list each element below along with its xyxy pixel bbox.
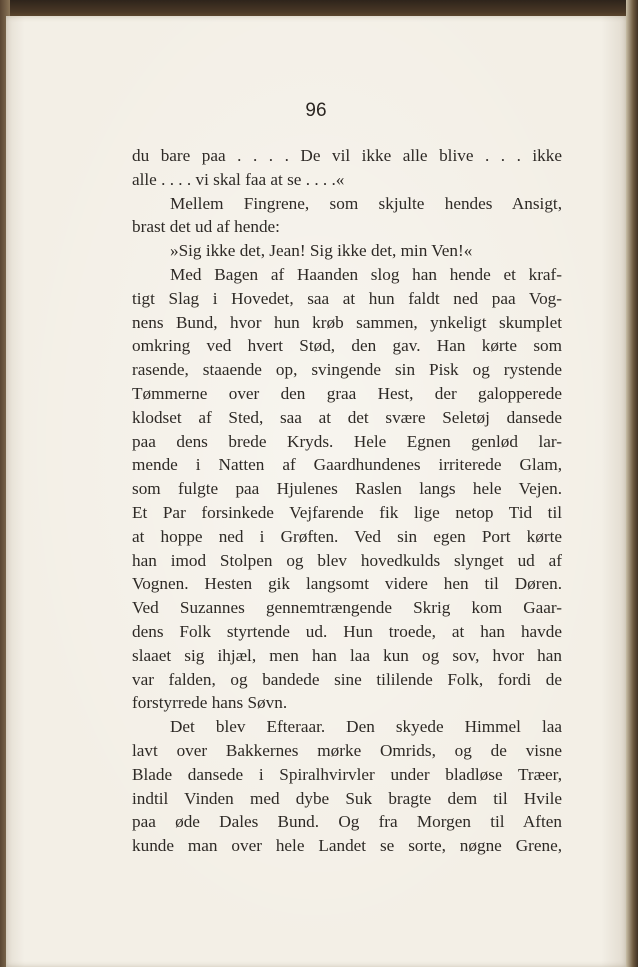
text-line: Mellem Fingrene, som skjulte hendes Ansigt, — [170, 193, 562, 213]
text-line: forstyrrede hans Søvn. — [132, 693, 288, 713]
text-line: han imod Stolpen og blev hovedkulds slynget ud af — [132, 550, 562, 570]
text-line: Blade dansede i Spiralhvirvler under bladløse Træer, — [132, 764, 562, 784]
text-line: paa dens brede Kryds. Hele Egnen genlød lar- — [132, 431, 562, 451]
book-page-edges — [626, 0, 638, 967]
text-line: brast det ud af hende: — [132, 217, 280, 237]
text-line: som fulgte paa Hjulenes Raslen langs hele Vejen. — [132, 479, 562, 499]
text-line: kunde man over hele Landet se sorte, nøgne Grene, — [132, 836, 562, 856]
text-line: Tømmerne over den graa Hest, der galopperede — [132, 383, 562, 403]
text-line: dens Folk styrtende ud. Hun troede, at han havde — [132, 621, 562, 641]
text-line: mende i Natten af Gaardhundenes irriterede Glam, — [132, 455, 562, 475]
text-line: slaaet sig ihjæl, men han laa kun og sov, hvor han — [132, 645, 562, 665]
text-line: Et Par forsinkede Vejfarende fik lige netop Tid til — [132, 502, 562, 522]
text-line: alle . . . . vi skal faa at se . . . .« — [132, 169, 345, 189]
text-line: indtil Vinden med dybe Suk bragte dem til Hvile — [132, 788, 562, 808]
text-line: du bare paa . . . . De vil ikke alle blive . . . ikke — [132, 146, 562, 165]
book-page — [6, 16, 626, 967]
text-line: var falden, og bandede sine tililende Folk, fordi de — [132, 669, 562, 689]
text-line: nens Bund, hvor hun krøb sammen, ynkeligt skumplet — [132, 312, 562, 332]
text-line: omkring ved hvert Stød, den gav. Han kørte som — [132, 336, 562, 356]
text-line: Det blev Efteraar. Den skyede Himmel laa — [170, 717, 562, 737]
text-line: at hoppe ned i Grøften. Ved sin egen Port kørte — [132, 526, 562, 546]
text-line: lavt over Bakkernes mørke Omrids, og de visne — [132, 740, 562, 760]
text-line: tigt Slag i Hovedet, saa at hun faldt ned paa Vog- — [132, 288, 562, 308]
text-line: klodset af Sted, saa at det svære Seletøj dansede — [132, 407, 562, 427]
text-line: paa øde Dales Bund. Og fra Morgen til Aften — [132, 812, 562, 832]
text-line: Med Bagen af Haanden slog han hende et kraf- — [170, 264, 562, 284]
text-line: Vognen. Hesten gik langsomt videre hen til Døren. — [132, 574, 562, 594]
body-text — [132, 144, 562, 858]
text-line: »Sig ikke det, Jean! Sig ikke det, min Ven!« — [170, 241, 473, 261]
page-number: 96 — [305, 100, 327, 121]
text-line: Ved Suzannes gennemtrængende Skrig kom Gaar- — [132, 598, 562, 618]
text-line: rasende, staaende op, svingende sin Pisk og rystende — [132, 360, 562, 380]
